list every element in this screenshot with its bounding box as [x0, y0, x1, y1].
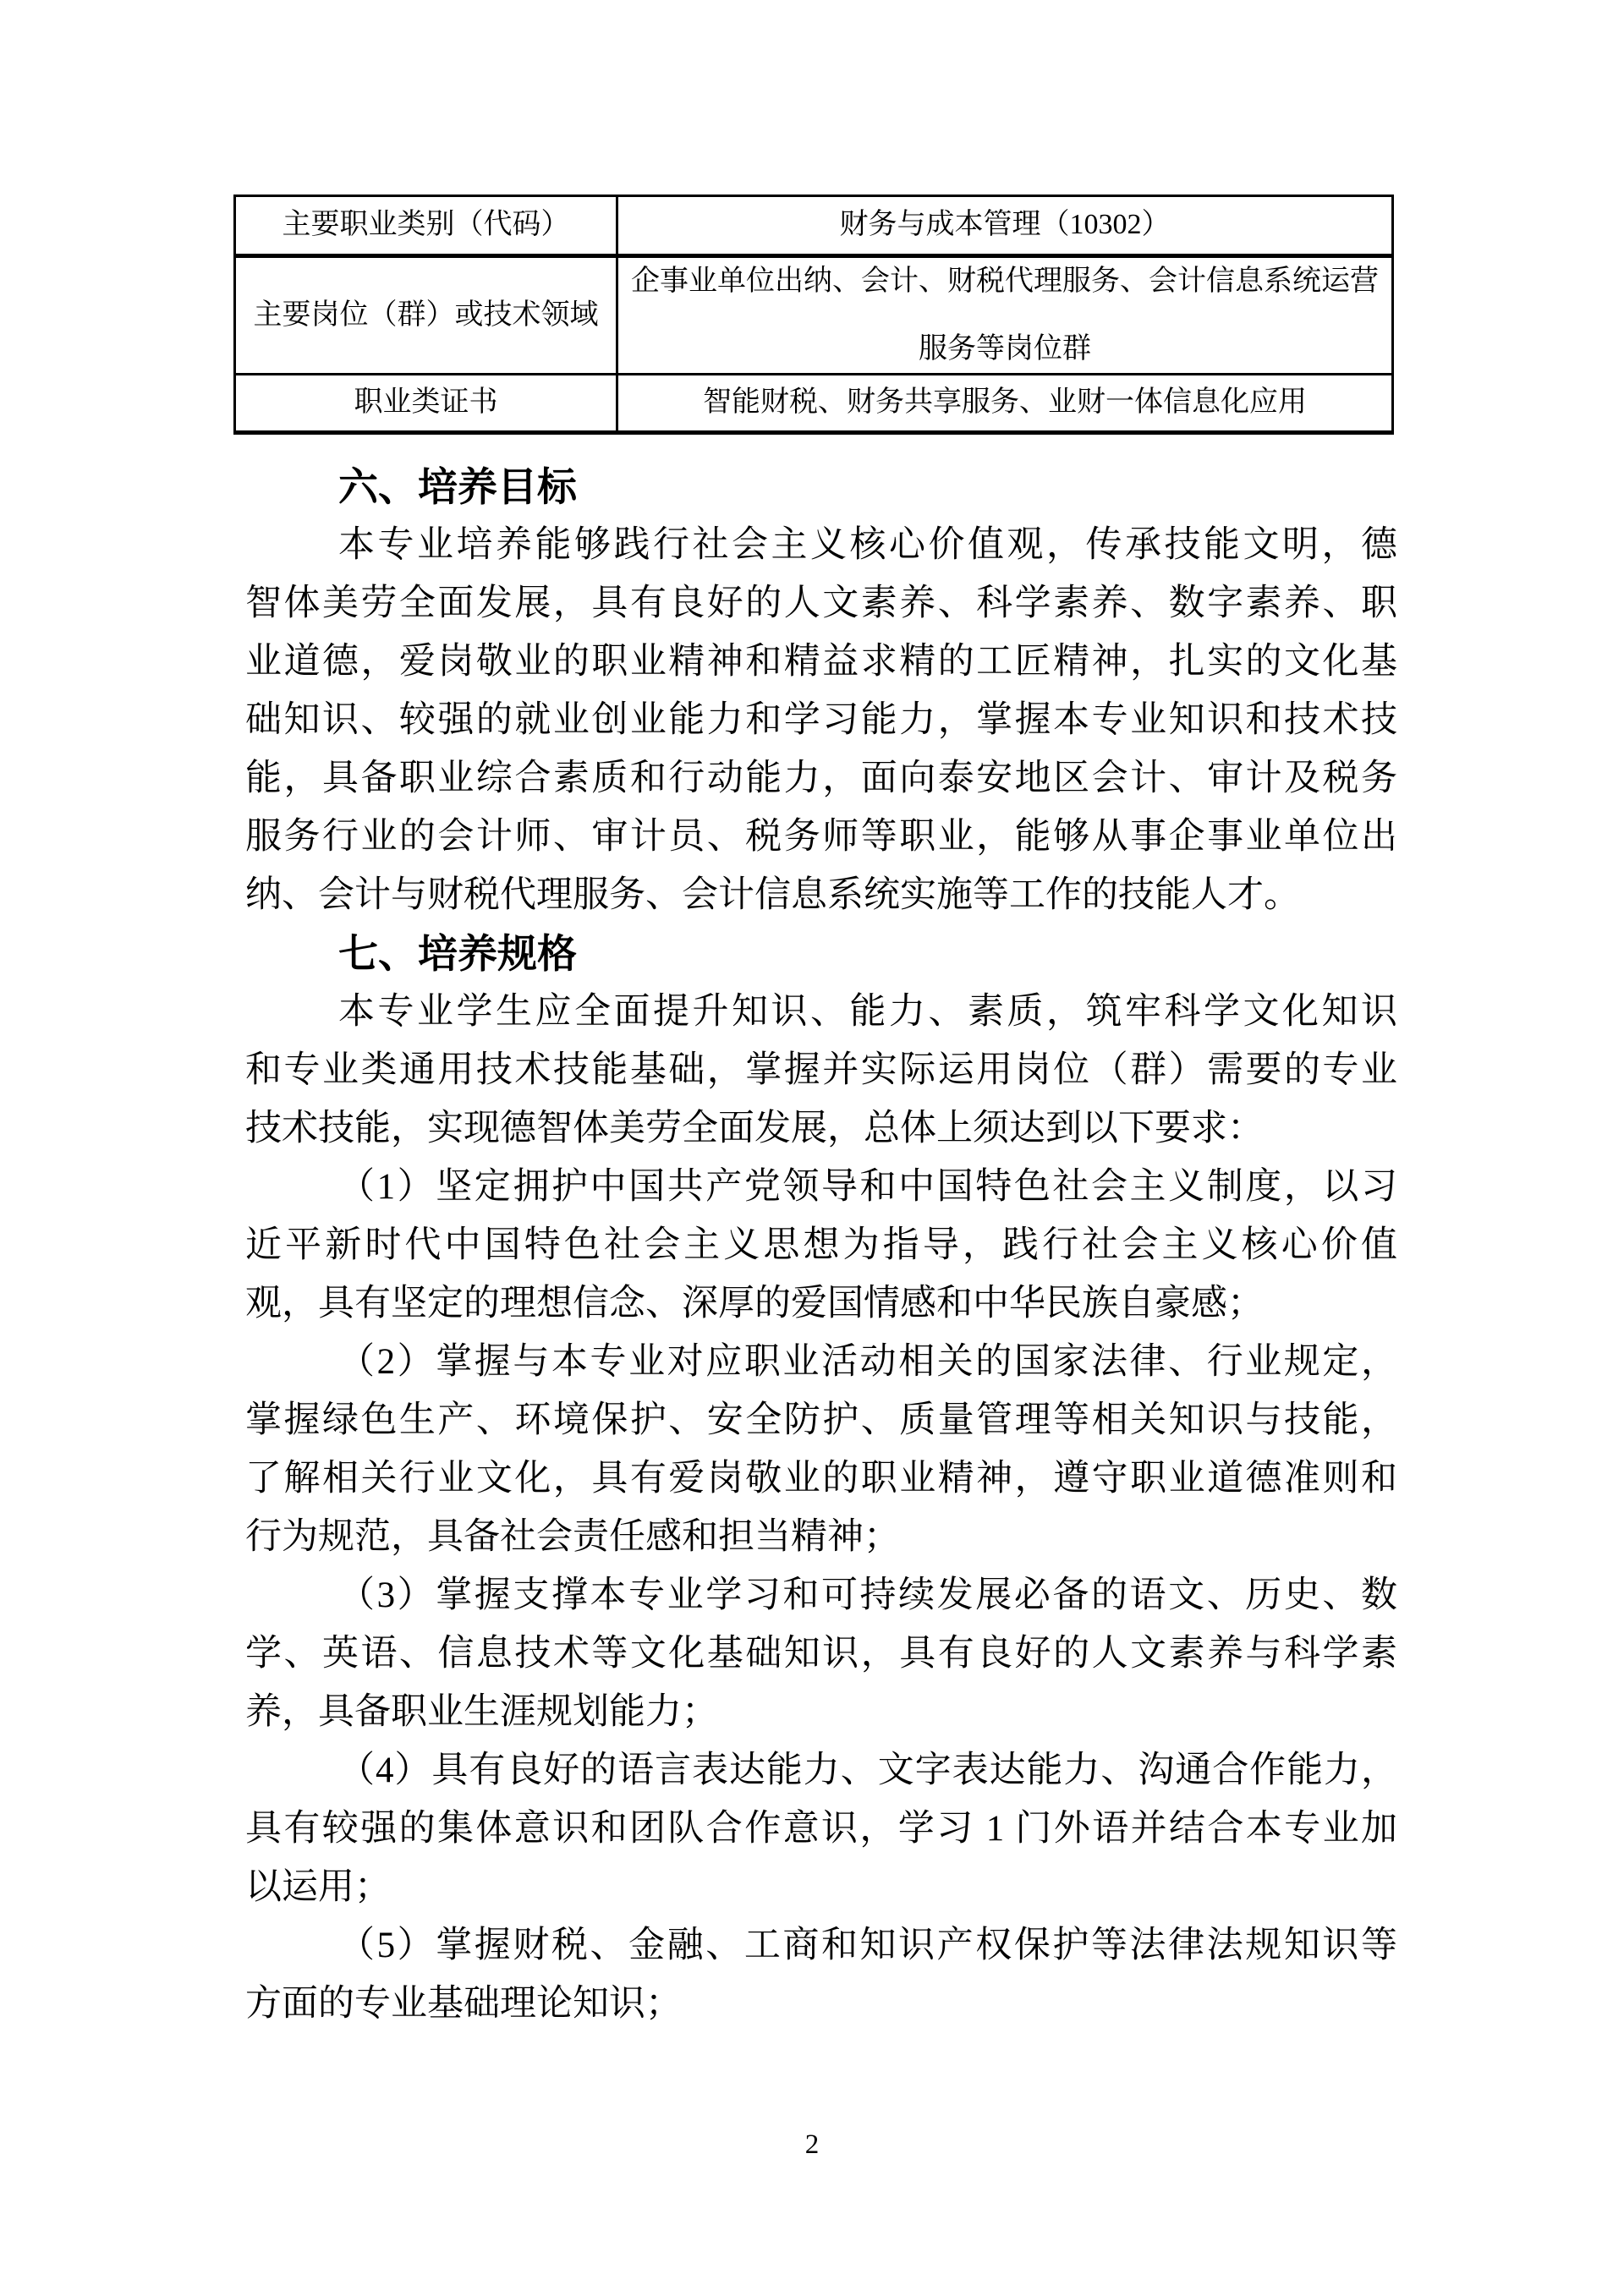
- text-line: （5）掌握财税、金融、工商和知识产权保护等法律法规知识等: [338, 1926, 1397, 1965]
- text-line: 了解相关行业文化，具有爱岗敬业的职业精神，遵守职业道德准则和: [245, 1459, 1397, 1499]
- table-value-line: 服务等岗位群: [919, 333, 1091, 364]
- table-row: [236, 375, 1391, 430]
- text-line: 能，具备职业综合素质和行动能力，面向泰安地区会计、审计及税务: [245, 759, 1397, 798]
- text-line: 技术技能，实现德智体美劳全面发展，总体上须达到以下要求：: [245, 1109, 1264, 1148]
- text-line: （3）掌握支撑本专业学习和可持续发展必备的语文、历史、数: [338, 1575, 1397, 1615]
- text-line: 本专业培养能够践行社会主义核心价值观，传承技能文明，德: [338, 525, 1397, 565]
- text-line: 方面的专业基础理论知识；: [245, 1984, 682, 2024]
- table-label-cell: 主要岗位（群）或技术领域: [236, 258, 618, 373]
- table-row: [236, 258, 1391, 375]
- text-line: （1）坚定拥护中国共产党领导和中国特色社会主义制度，以习: [338, 1167, 1397, 1207]
- text-line: 行为规范，具备社会责任感和担当精神；: [245, 1517, 900, 1557]
- text-line: 业道德，爱岗敬业的职业精神和精益求精的工匠精神，扎实的文化基: [245, 642, 1397, 682]
- text-line: 养，具备职业生涯规划能力；: [245, 1692, 718, 1732]
- info-table: [233, 195, 1394, 435]
- table-value-cell: [618, 375, 1391, 430]
- text-line: 学、英语、信息技术等文化基础知识，具有良好的人文素养与科学素: [245, 1634, 1397, 1674]
- text-line: 本专业学生应全面提升知识、能力、素质，筑牢科学文化知识: [338, 992, 1397, 1032]
- table-value-cell: [618, 258, 1391, 373]
- text-line: （4）具有良好的语言表达能力、文字表达能力、沟通合作能力，: [338, 1751, 1397, 1790]
- text-line: 观，具有坚定的理想信念、深厚的爱国情感和中华民族自豪感；: [245, 1284, 1264, 1323]
- table-value-line: 企事业单位出纳、会计、财税代理服务、会计信息系统运营: [631, 266, 1379, 297]
- text-line: 和专业类通用技术技能基础，掌握并实际运用岗位（群）需要的专业: [245, 1050, 1397, 1090]
- text-line: 智体美劳全面发展，具有良好的人文素养、科学素养、数字素养、职: [245, 584, 1397, 623]
- text-line: 具有较强的集体意识和团队合作意识，学习 1 门外语并结合本专业加: [245, 1809, 1397, 1849]
- text-line: 掌握绿色生产、环境保护、安全防护、质量管理等相关知识与技能，: [245, 1400, 1397, 1440]
- text-line: 纳、会计与财税代理服务、会计信息系统实施等工作的技能人才。: [245, 875, 1300, 915]
- table-label-cell: 职业类证书: [236, 375, 618, 430]
- section-heading-training-objectives: 六、培养目标: [338, 464, 577, 509]
- document-body: [245, 458, 1397, 2033]
- table-value-line: 财务与成本管理（10302）: [839, 209, 1171, 241]
- table-label-cell: 主要职业类别（代码）: [236, 197, 618, 254]
- page-number: 2: [804, 2129, 820, 2160]
- text-line: （2）掌握与本专业对应职业活动相关的国家法律、行业规定，: [338, 1342, 1397, 1382]
- text-line: 服务行业的会计师、审计员、税务师等职业，能够从事企事业单位出: [245, 817, 1397, 857]
- text-line: 近平新时代中国特色社会主义思想为指导，践行社会主义核心价值: [245, 1225, 1397, 1265]
- table-value-cell: [618, 197, 1391, 254]
- text-line: 础知识、较强的就业创业能力和学习能力，掌握本专业知识和技术技: [245, 700, 1397, 740]
- section-heading-training-specifications: 七、培养规格: [338, 931, 577, 976]
- text-line: 以运用；: [245, 1867, 391, 1907]
- table-value-line: 智能财税、财务共享服务、业财一体信息化应用: [703, 386, 1307, 419]
